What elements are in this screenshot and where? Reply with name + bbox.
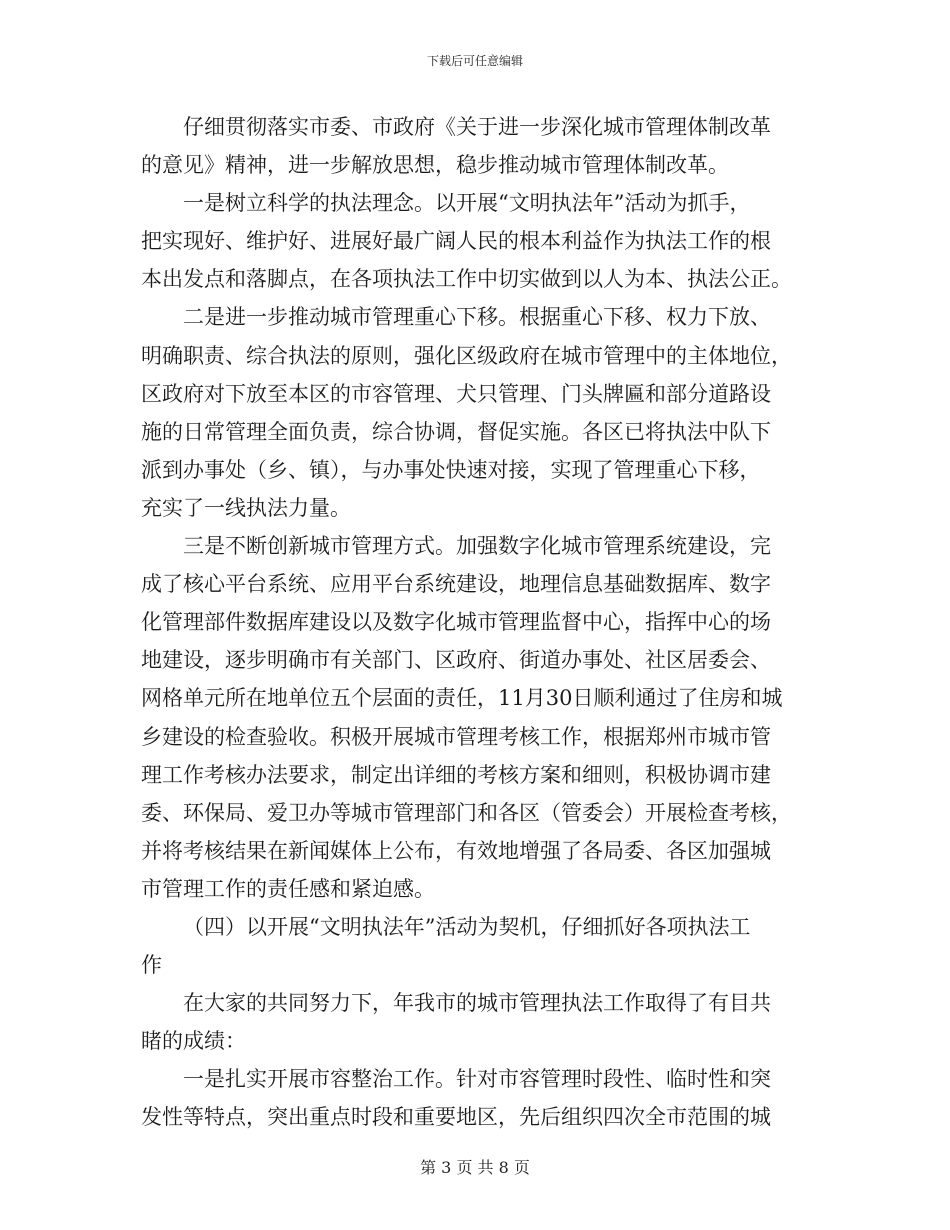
text-line: 施的日常管理全面负责，综合协调，督促实施。各区已将执法中队下 xyxy=(141,419,771,444)
text-line: 市管理工作的责任感和紧迫感。 xyxy=(141,876,435,901)
text-line: 并将考核结果在新闻媒体上公布，有效地增强了各局委、各区加强城 xyxy=(141,838,771,863)
text-line: 一是扎实开展市容整治工作。针对市容管理时段性、临时性和突 xyxy=(183,1067,771,1092)
text-line: 仔细贯彻落实市委、市政府《关于进一步深化城市管理体制改革 xyxy=(183,115,771,139)
text-line: 作 xyxy=(141,953,162,978)
text-line: 本出发点和落脚点，在各项执法工作中切实做到以人为本、执法公正。 xyxy=(141,267,792,292)
text-line: （四）以开展“文明执法年”活动为契机，仔细抓好各项执法工 xyxy=(183,914,751,939)
text-line: 委、环保局、爱卫办等城市管理部门和各区（管委会）开展检查考核， xyxy=(141,800,792,825)
text-line: 地建设，逐步明确市有关部门、区政府、街道办事处、社区居委会、 xyxy=(141,648,771,673)
text-line: 在大家的共同努力下，年我市的城市管理执法工作取得了有目共 xyxy=(183,991,771,1016)
text-line: 区政府对下放至本区的市容管理、犬只管理、门头牌匾和部分道路设 xyxy=(141,381,771,406)
text-line: 理工作考核办法要求，制定出详细的考核方案和细则，积极协调市建 xyxy=(141,762,771,787)
document-body xyxy=(141,108,809,1137)
text-line: 明确职责、综合执法的原则，强化区级政府在城市管理中的主体地位， xyxy=(141,343,792,368)
text-line: 乡建设的检查验收。积极开展城市管理考核工作，根据郑州市城市管 xyxy=(141,724,771,749)
page-header-note: 下载后可任意编辑 xyxy=(426,54,523,68)
text-line: 二是进一步推动城市管理重心下移。根据重心下移、权力下放、 xyxy=(183,305,771,330)
text-line: 成了核心平台系统、应用平台系统建设，地理信息基础数据库、数字 xyxy=(141,572,771,597)
text-line: 化管理部件数据库建设以及数字化城市管理监督中心，指挥中心的场 xyxy=(141,610,771,635)
text-line: 把实现好、维护好、进展好最广阔人民的根本利益作为执法工作的根 xyxy=(141,229,771,254)
text-line: 发性等特点，突出重点时段和重要地区，先后组织四次全市范围的城 xyxy=(141,1105,771,1130)
text-line: 睹的成绩： xyxy=(141,1029,246,1054)
text-line: 网格单元所在地单位五个层面的责任，11月30日顺利通过了住房和城 xyxy=(141,686,783,711)
page-number-footer: 第 3 页 共 8 页 xyxy=(420,1158,530,1177)
text-line: 的意见》精神，进一步解放思想，稳步推动城市管理体制改革。 xyxy=(141,153,729,178)
text-line: 充实了一线执法力量。 xyxy=(141,495,351,520)
text-line: 一是树立科学的执法理念。以开展“文明执法年”活动为抓手， xyxy=(183,191,751,216)
text-line: 三是不断创新城市管理方式。加强数字化城市管理系统建设，完 xyxy=(183,534,771,559)
text-line: 派到办事处（乡、镇），与办事处快速对接，实现了管理重心下移， xyxy=(141,457,761,482)
